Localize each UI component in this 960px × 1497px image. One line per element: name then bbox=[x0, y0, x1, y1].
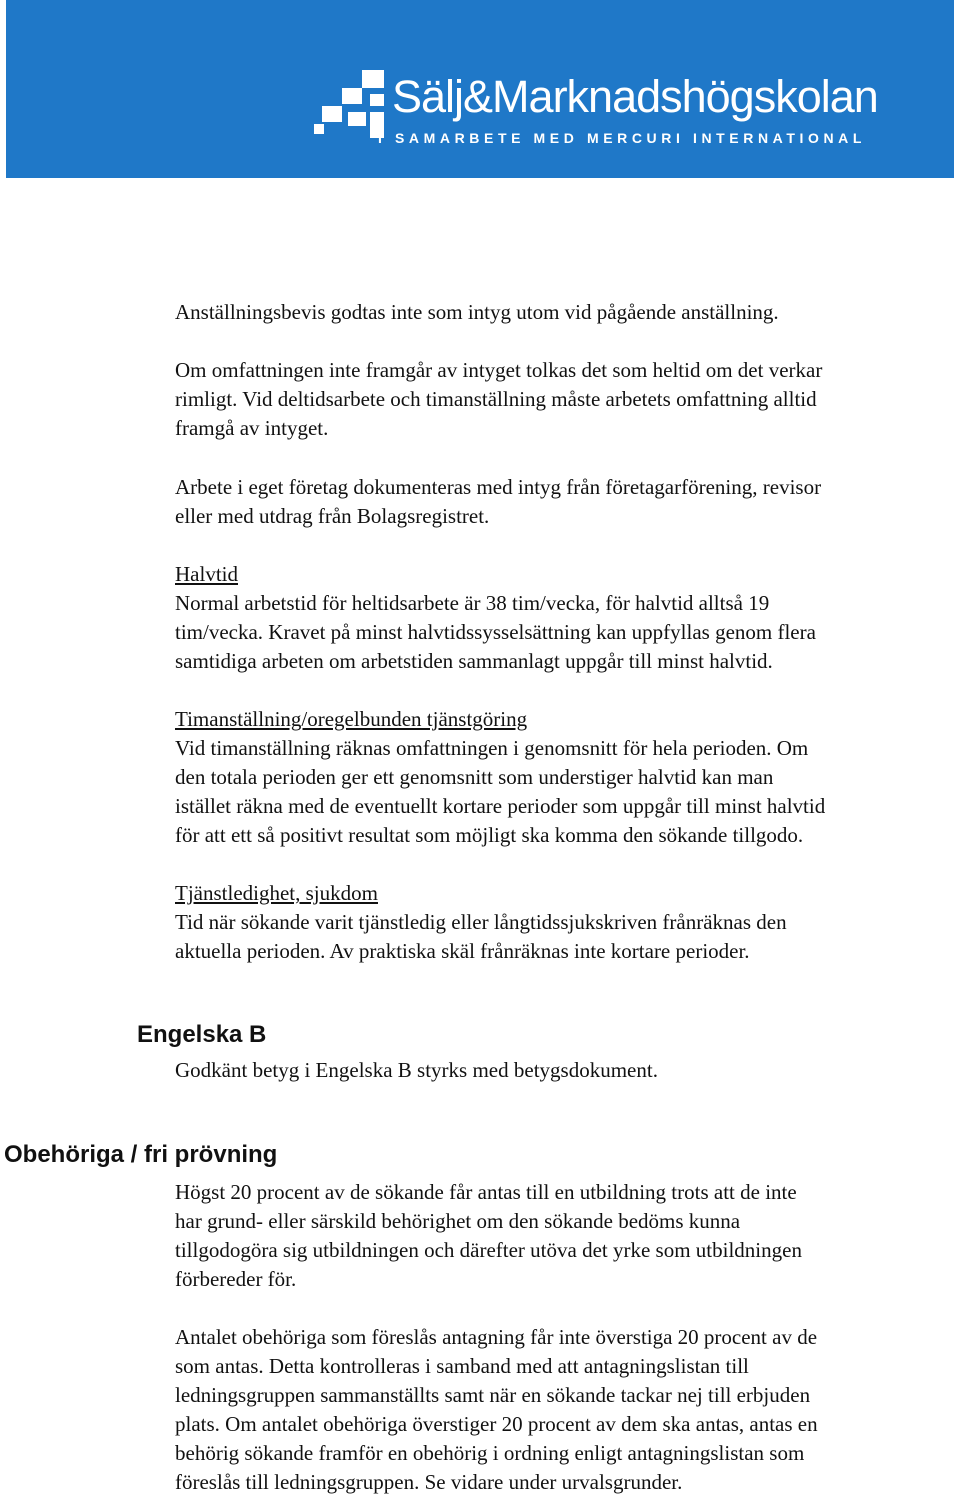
section-halvtid bbox=[175, 560, 960, 676]
paragraph-eget-foretag bbox=[175, 473, 960, 531]
section-timanstallning bbox=[175, 705, 960, 850]
halvtid-heading: Halvtid bbox=[175, 562, 238, 586]
engelska-heading: Engelska B bbox=[137, 1021, 267, 1048]
text-line: Godkänt betyg i Engelska B styrks med betygsdokument. bbox=[175, 1058, 658, 1082]
logo-tagline: I SAMARBETE MED MERCURI INTERNATIONAL bbox=[378, 130, 867, 146]
text-line: tim/vecka. Kravet på minst halvtidssysselsättning kan uppfyllas genom flera bbox=[175, 620, 816, 644]
text-line: tillgodogöra sig utbildningen och därefter utöva det yrke som utbildningen bbox=[175, 1238, 802, 1262]
paragraph-anstallningsbevis bbox=[175, 298, 960, 327]
text-line: Arbete i eget företag dokumenteras med intyg från företagarförening, revisor bbox=[175, 475, 822, 499]
paragraph-obehoriga-1 bbox=[175, 1178, 960, 1294]
text-line: förbereder för. bbox=[175, 1267, 297, 1291]
logo-title: Sälj&Marknadshögskolan bbox=[392, 71, 878, 122]
header-banner bbox=[6, 0, 954, 178]
text-line: Högst 20 procent av de sökande får antas till en utbildning trots att de inte bbox=[175, 1180, 797, 1204]
text-line: plats. Om antalet obehöriga överstiger 20 procent av dem ska antas, antas en bbox=[175, 1412, 818, 1436]
text-line: föreslås till ledningsgruppen. Se vidare under urvalsgrunder. bbox=[175, 1470, 683, 1494]
paragraph-omfattning bbox=[175, 356, 960, 443]
text-line: Tid när sökande varit tjänstledig eller långtidssjukskriven frånräknas den bbox=[175, 910, 787, 934]
text-line: som antas. Detta kontrolleras i samband med att antagningslistan till bbox=[175, 1354, 749, 1378]
text-line: Normal arbetstid för heltidsarbete är 38 tim/vecka, för halvtid alltså 19 bbox=[175, 591, 770, 615]
text-line: samtidiga arbeten om arbetstiden sammanlagt uppgår till minst halvtid. bbox=[175, 649, 773, 673]
text-line: aktuella perioden. Av praktiska skäl frånräknas inte kortare perioder. bbox=[175, 939, 750, 963]
text-line: den totala perioden ger ett genomsnitt som understiger halvtid kan man bbox=[175, 765, 774, 789]
text-line: Vid timanställning räknas omfattningen i genomsnitt för hela perioden. Om bbox=[175, 736, 809, 760]
tjanstledighet-heading: Tjänstledighet, sjukdom bbox=[175, 881, 378, 905]
text-line: rimligt. Vid deltidsarbete och timanställning måste arbetets omfattning alltid bbox=[175, 387, 817, 411]
text-line: ledningsgruppen sammanställts samt när en sökande tackar nej till erbjuden bbox=[175, 1383, 811, 1407]
text-line: eller med utdrag från Bolagsregistret. bbox=[175, 504, 490, 528]
paragraph-obehoriga-2 bbox=[175, 1323, 960, 1497]
section-tjanstledighet bbox=[175, 879, 960, 966]
text-line: för att ett så positivt resultat som möjligt ska komma den sökande tillgodo. bbox=[175, 823, 804, 847]
text-line: Om omfattningen inte framgår av intyget tolkas det som heltid om det verkar bbox=[175, 358, 823, 382]
text-line: har grund- eller särskild behörighet om den sökande bedöms kunna bbox=[175, 1209, 741, 1233]
text-line: Anställningsbevis godtas inte som intyg utom vid pågående anställning. bbox=[175, 300, 779, 324]
logo-squares-icon bbox=[314, 68, 388, 140]
text-line: Antalet obehöriga som föreslås antagning får inte överstiga 20 procent av de bbox=[175, 1325, 818, 1349]
text-line: istället räkna med de eventuellt kortare perioder som uppgår till minst halvtid bbox=[175, 794, 826, 818]
text-line: behörig sökande framför en obehörig i ordning enligt antagningslistan som bbox=[175, 1441, 805, 1465]
timanstallning-heading: Timanställning/oregelbunden tjänstgöring bbox=[175, 707, 528, 731]
section-engelska bbox=[175, 1056, 960, 1085]
obehoriga-heading: Obehöriga / fri prövning bbox=[4, 1141, 278, 1168]
text-line: framgå av intyget. bbox=[175, 416, 329, 440]
